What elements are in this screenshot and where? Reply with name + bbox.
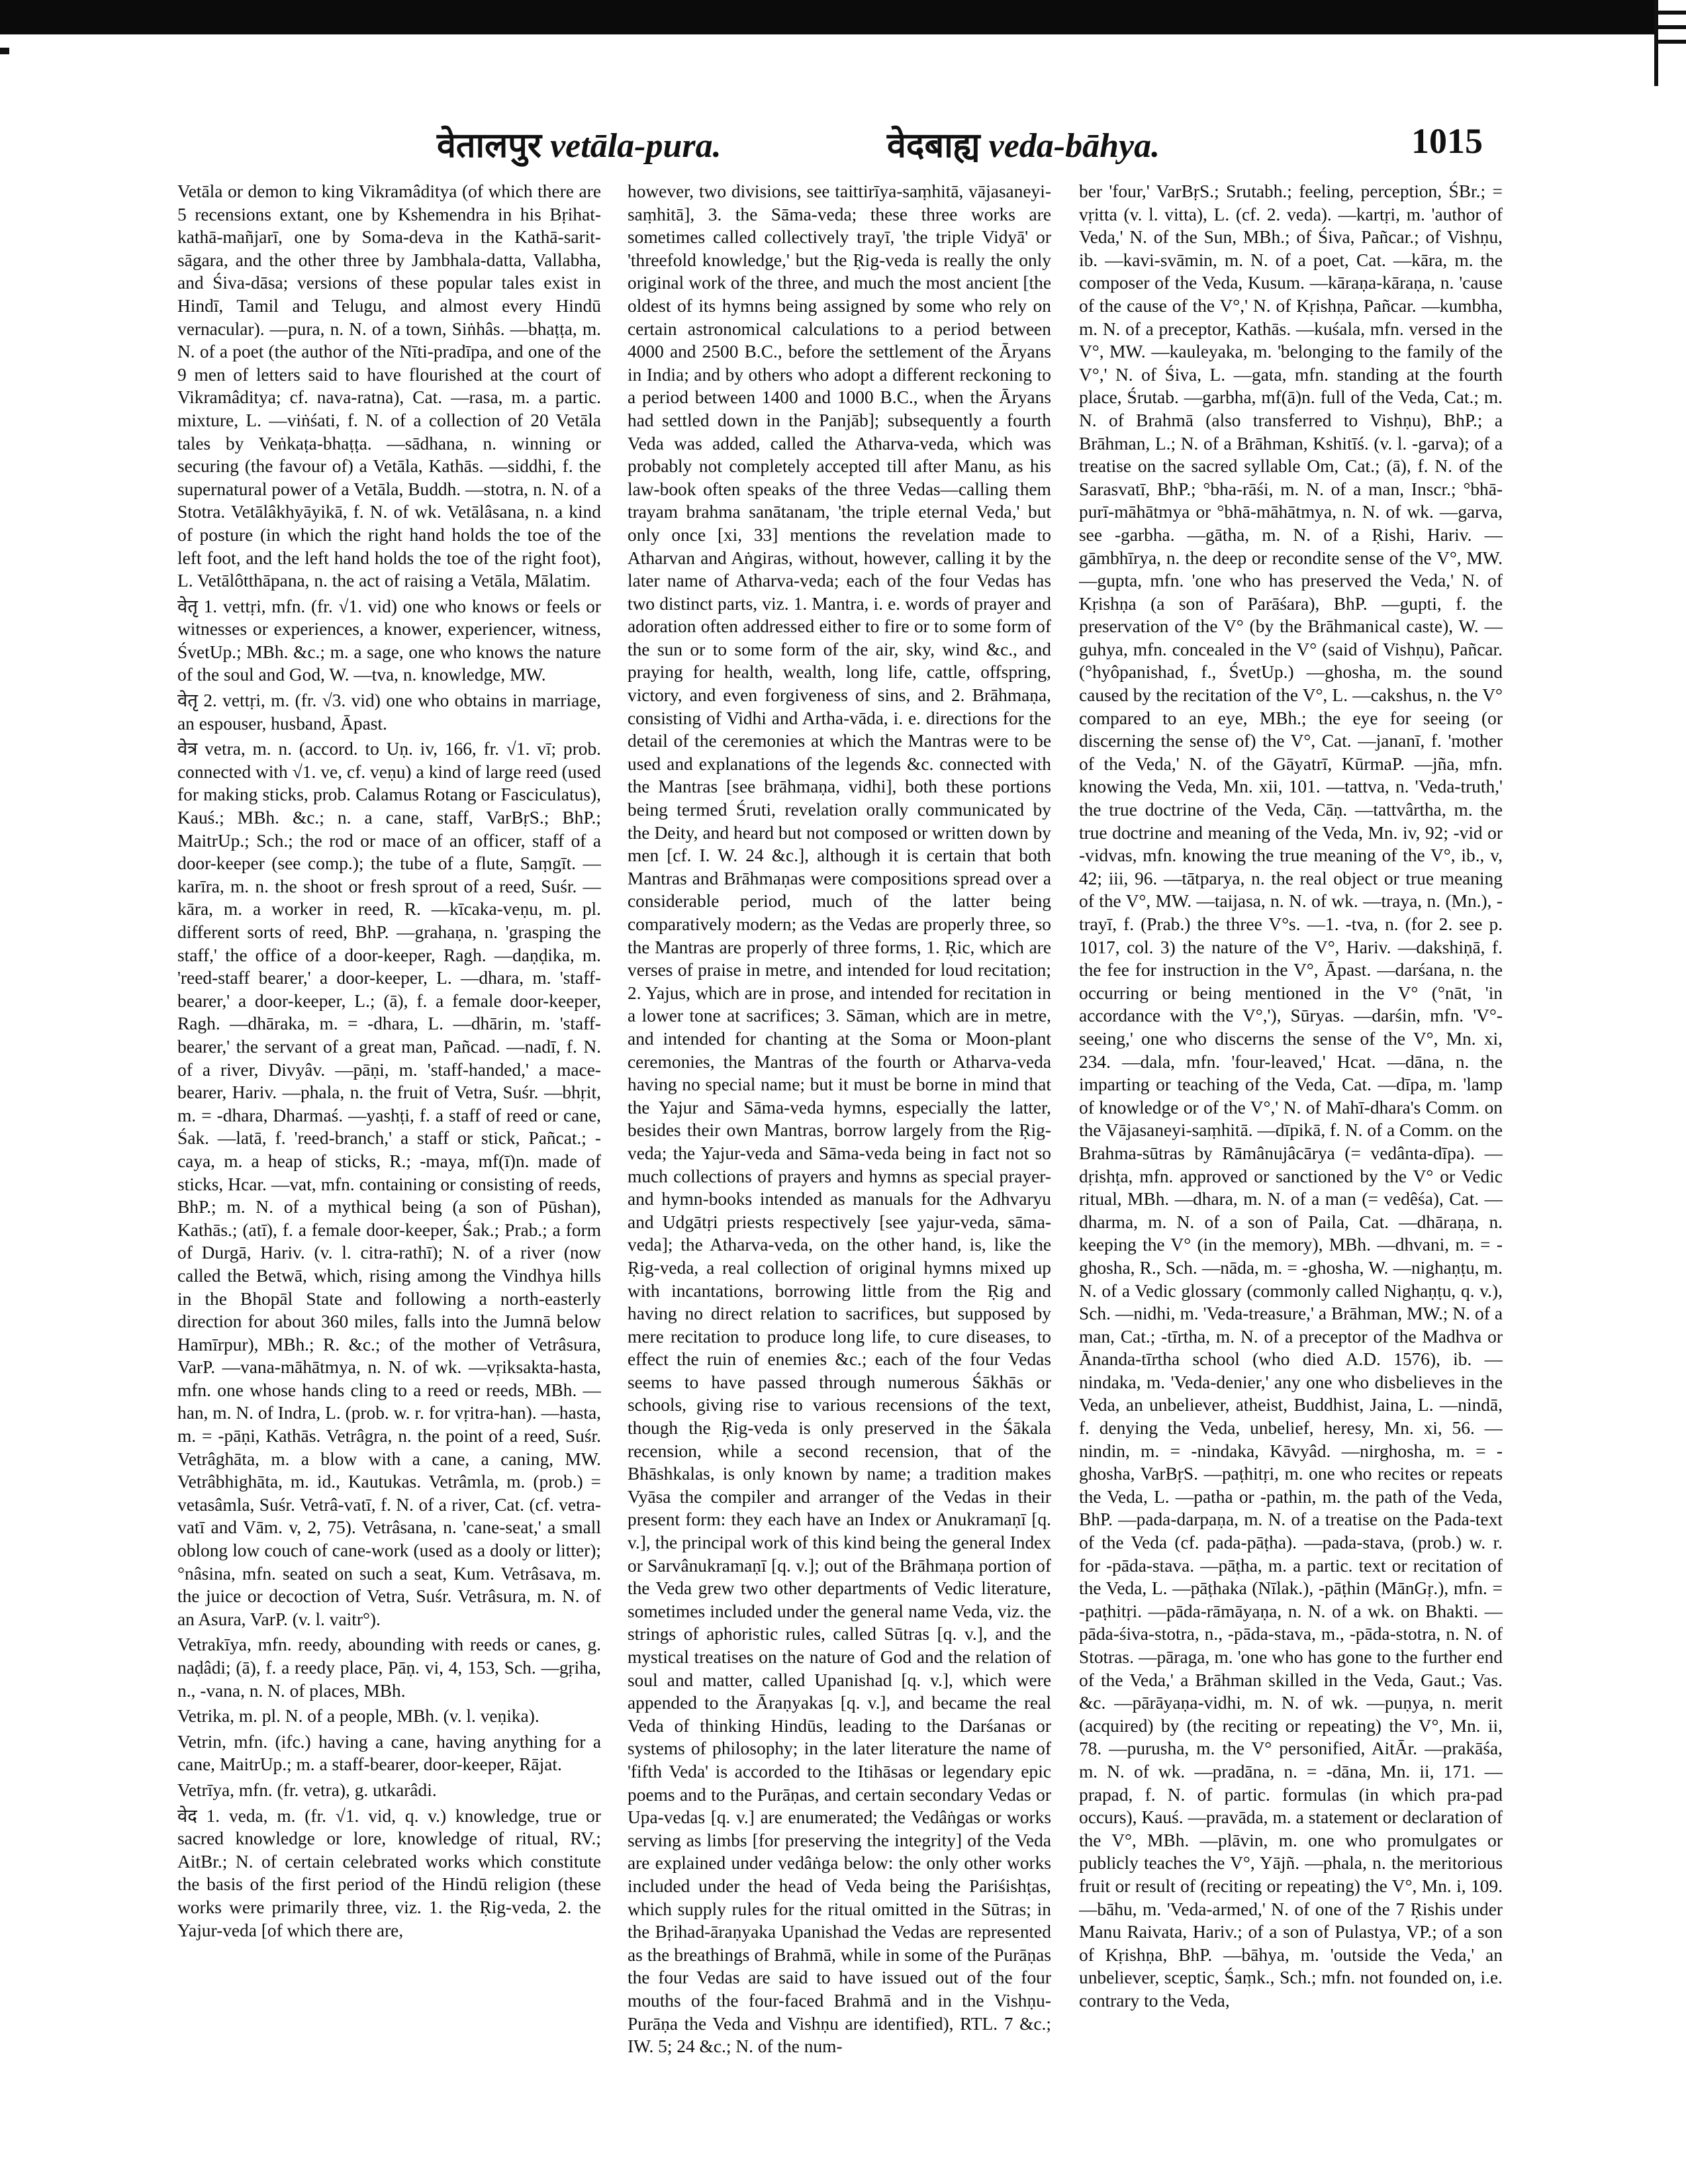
entry-paragraph: वेद 1. veda, m. (fr. √1. vid, q. v.) knowledge, true or sacred knowledge or lore, knowledge of ritual, RV.; AitBr.; N. of certain celebrated works which constitute the basis of the first period of the Hindū religion (these works were primarily three, viz. 1. the Ṛig-veda, 2. the Yajur-veda [of which there are, [177, 1805, 601, 1940]
header-left-devanagari: वेतालपुर [437, 126, 542, 166]
dictionary-columns [177, 180, 1503, 2160]
header-left-transliteration: vetāla-pura. [550, 127, 722, 165]
scan-right-edge [1654, 0, 1686, 86]
scan-top-border [0, 0, 1686, 34]
entry-paragraph: वेतृ 2. vettṛi, m. (fr. √3. vid) one who obtains in marriage, an espouser, husband, Āpast. [177, 690, 601, 734]
page-header [159, 120, 1509, 173]
entry-paragraph: वेत्र vetra, m. n. (accord. to Uṇ. iv, 166, fr. √1. vī; prob. connected with √1. ve, cf. veṇu) a kind of large reed (used for making sticks, prob. Calamus Rotang or Fasciculatus), Kauś.; MBh. &c.; n. a cane, staff, VarBṛS.; BhP.; MaitrUp.; Sch.; the rod or mace of an officer, staff of a door-keeper (see comp.); the tube of a flute, Saṃgīt. —karīra, m. n. the shoot or fresh sprout of a reed, Suśr. —kāra, m. a worker in reed, R. —kīcaka-veṇu, m. pl. different sorts of reed, BhP. —grahaṇa, n. 'grasping the staff,' the office of a door-keeper, Ragh. —daṇḍika, m. 'reed-staff bearer,' a door-keeper, L. —dhara, m. 'staff-bearer,' a door-keeper, L.; (ā), f. a female door-keeper, Ragh. —dhāraka, m. = -dhara, L. —dhārin, m. 'staff-bearer,' the servant of a great man, Pañcad. —nadī, f. N. of a river, Divyâv. —pāṇi, m. 'staff-handed,' a mace-bearer, Hariv. —phala, n. the fruit of Vetra, Suśr. —bhṛit, m. = -dhara, Dharmaś. —yashṭi, f. a staff of reed or cane, Śak. —latā, f. 'reed-branch,' a staff or stick, Pañcat.; -caya, m. a heap of sticks, R.; -maya, mf(ī)n. made of sticks, Hcar. —vat, mfn. containing or consisting of reeds, BhP.; m. N. of a mythical being (a son of Pūshan), Kathās.; (atī), f. a female door-keeper, Śak.; Prab.; a form of Durgā, Hariv. (v. l. citra-rathī); N. of a river (now called the Betwā, which, rising among the Vindhya hills in the Bhopāl State and following a north-easterly direction for about 360 miles, falls into the Jumnā below Hamīrpur), MBh.; R. &c.; of the mother of Vetrâsura, VarP. —vana-māhātmya, n. N. of wk. —vṛiksakta-hasta, mfn. one whose hands cling to a reed or reeds, MBh. —han, m. N. of Indra, L. (prob. w. r. for vṛitra-han). —hasta, m. = -pāṇi, Kathās. Vetrâgra, n. the point of a reed, Suśr. Vetrâghāta, m. a blow with a cane, a caning, MW. Vetrâbhighāta, m. id., Kautukas. Vetrâmla, m. (prob.) = vetasâmla, Suśr. Vetrâ-vatī, f. N. of a river, Cat. (cf. vetra-vatī and Vām. v, 2, 75). Vetrâsana, n. 'cane-seat,' a small oblong low couch of cane-work (used as a dooly or litter); °nâsina, mfn. seated on such a seat, Kum. Vetrâsava, m. the juice or decoction of Vetra, Suśr. Vetrâsura, m. N. of an Asura, VarP. (v. l. vaitr°). [177, 739, 601, 1629]
entry-paragraph: Vetrīya, mfn. (fr. vetra), g. utkarâdi. [177, 1780, 437, 1800]
entry-paragraph: Vetrakīya, mfn. reedy, abounding with reeds or canes, g. naḍâdi; (ā), f. a reedy place, Pāṇ. vi, 4, 153, Sch. —gṛiha, n., -vana, n. N. of places, MBh. [177, 1635, 601, 1701]
entry-paragraph: however, two divisions, see taittirīya-saṃhitā, vājasaneyi-saṃhitā], 3. the Sāma-veda; these three works are sometimes called collectively trayī, 'the triple Vidyā' or 'threefold knowledge,' but the Ṛig-veda is really the only original work of the three, and much the most ancient [the oldest of its hymns being assigned by some who rely on certain astronomical calculations to a period between 4000 and 2500 B.C., before the settlement of the Āryans in India; and by others who adopt a different reckoning to a period between 1400 and 1000 B.C., when the Āryans had settled down in the Panjāb]; subsequently a fourth Veda was added, called the Atharva-veda, which was probably not completely accepted till after Manu, as his law-book often speaks of the three Vedas—calling them trayam brahma sanātanam, 'the triple eternal Veda,' but only once [xi, 33] mentions the revelation made to Atharvan and Aṅgiras, without, however, calling it by the later name of Atharva-veda; each of the four Vedas has two distinct parts, viz. 1. Mantra, i. e. words of prayer and adoration often addressed either to fire or to some form of the sun or to some form of the air, sky, wind &c., and praying for health, wealth, long life, cattle, offspring, victory, and even forgiveness of sins, and 2. Brāhmaṇa, consisting of Vidhi and Artha-vāda, i. e. directions for the detail of the ceremonies at which the Mantras were to be used and explanations of the legends &c. connected with the Mantras [see brāhmaṇa, vidhi], both these portions being termed Śruti, revelation orally communicated by the Deity, and heard but not composed or written down by men [cf. I. W. 24 &c.], although it is certain that both Mantras and Brāhmaṇas were compositions spread over a considerable period, much of the latter being comparatively modern; as the Vedas are properly three, so the Mantras are properly of three forms, 1. Ṛic, which are verses of praise in metre, and intended for loud recitation; 2. Yajus, which are in prose, and intended for recitation in a lower tone at sacrifices; 3. Sāman, which are in metre, and intended for chanting at the Soma or Moon-plant ceremonies, the Mantras of the fourth or Atharva-veda having no special name; but it must be borne in mind that the Yajur and Sāma-veda hymns, especially the latter, besides their own Mantras, borrow largely from the Ṛig-veda; the Yajur-veda and Sāma-veda being in fact not so much collections of prayers and hymns as special prayer- and hymn-books intended as manuals for the Adhvaryu and Udgātṛi priests respectively [see yajur-veda, sāma-veda]; the Atharva-veda, on the other hand, is, like the Ṛig-veda, a real collection of original hymns mixed up with incantations, borrowing little from the Ṛig and having no direct relation to sacrifices, but supposed by mere recitation to produce long life, to cure diseases, to effect the ruin of enemies &c.; each of the four Vedas seems to have passed through numerous Śākhās or schools, giving rise to various recensions of the text, though the Ṛig-veda is only preserved in the Śākala recension, while a second recension, that of the Bhāshkalas, is only known by name; a tradition makes Vyāsa the compiler and arranger of the Vedas in their present form: they each have an Index or Anukramaṇī [q. v.], the principal work of this kind being the general Index or Sarvânukramaṇī [q. v.]; out of the Brāhmaṇa portion of the Veda grew two other departments of Vedic literature, sometimes included under the general name Veda, viz. the strings of aphoristic rules, called Sūtras [q. v.], and the mystical treatises on the nature of God and the relation of soul and matter, called Upanishad [q. v.], which were appended to the Āraṇyakas [q. v.], and became the real Veda of thinking Hindūs, leading to the Darśanas or systems of philosophy; in the later literature the name of 'fifth Veda' is accorded to the Itihāsas or legendary epic poems and to the Purāṇas, and certain secondary Vedas or Upa-vedas [q. v.] are enumerated; the Vedâṅgas or works serving as limbs [for preserving the integrity] of the Veda are explained under vedâṅga below: the only other works included under the head of Veda being the Pariśishṭas, which supply rules for the ritual omitted in the Sūtras; in the Bṛihad-āraṇyaka Upanishad the Vedas are represented as the breathings of Brahmā, while in some of the Purāṇas the four Vedas are said to have issued out of the four mouths of the four-faced Brahmā and in the Vishṇu-Purāṇa the Veda and Vishṇu are identified), RTL. 7 &c.; IW. 5; 24 &c.; N. of the num- [628, 181, 1051, 2057]
column-2 [628, 180, 1051, 2160]
entry-paragraph: वेतृ 1. vettṛi, mfn. (fr. √1. vid) one who knows or feels or witnesses or experiences, a knower, experiencer, witness, ŚvetUp.; MBh. &c.; m. a sage, one who knows the nature of the soul and God, W. —tva, n. knowledge, MW. [177, 596, 601, 685]
header-right-devanagari: वेदबाह्य [887, 126, 980, 166]
entry-paragraph: Vetāla or demon to king Vikramâditya (of which there are 5 recensions extant, one by Kshemendra in his Bṛihat-kathā-mañjarī, one by Soma-deva in the Kathā-sarit-sāgara, and the other three by Jambhala-datta, Vallabha, and Śiva-dāsa; versions of these popular tales exist in Hindī, Tamil and Telugu, and almost every Hindū vernacular). —pura, n. N. of a town, Siṅhâs. —bhaṭṭa, m. N. of a poet (the author of the Nīti-pradīpa, and one of the 9 men of letters said to have flourished at the court of Vikramâditya; cf. nava-ratna), Cat. —rasa, m. a partic. mixture, L. —viṅśati, f. N. of a collection of 20 Vetāla tales by Veṅkaṭa-bhaṭṭa. —sādhana, n. winning or securing (the favour of) a Vetāla, Kathās. —siddhi, f. the supernatural power of a Vetāla, Buddh. —stotra, n. N. of a Stotra. Vetālâkhyāyikā, f. N. of wk. Vetālâsana, n. a kind of posture (in which the right hand holds the toe of the left foot, and the left hand holds the toe of the right foot), L. Vetālôtthāpana, n. the act of raising a Vetāla, Mālatim. [177, 181, 601, 591]
entry-paragraph: ber 'four,' VarBṛS.; Srutabh.; feeling, perception, ŚBr.; = vṛitta (v. l. vitta), L. (cf. 2. veda). —kartṛi, m. 'author of Veda,' N. of the Sun, MBh.; of Śiva, Pañcar.; of Vishṇu, ib. —kavi-svāmin, m. N. of a poet, Cat. —kāra, m. the composer of the Veda, Kusum. —kāraṇa-kāraṇa, n. 'cause of the cause of the V°,' N. of Kṛishṇa, Pañcar. —kumbha, m. N. of a preceptor, Kathās. —kuśala, mfn. versed in the V°, MW. —kauleyaka, m. 'belonging to the family of the V°,' N. of Śiva, L. —gata, mfn. standing at the fourth place, Śrutab. —garbha, mf(ā)n. full of the Veda, Cat.; m. N. of Brahmā (also transferred to Vishṇu), BhP.; a Brāhman, L.; N. of a Brāhman, Kshitīś. (v. l. -garva); of a treatise on the sacred syllable Om, Cat.; (ā), f. N. of the Sarasvatī, BhP.; °bha-rāśi, m. N. of a man, Inscr.; °bhā-purī-māhātmya or °bhā-māhātmya, n. N. of wk. —garva, see -garbha. —gātha, m. N. of a Ṛishi, Hariv. —gāmbhīrya, n. the deep or recondite sense of the V°, MW. —gupta, mfn. 'one who has preserved the Veda,' N. of Kṛishṇa (a son of Parāśara), BhP. —gupti, f. the preservation of the V° (by the Brāhmanical caste), W. —guhya, mfn. concealed in the V° (said of Vishṇu), Pañcar. (°hyôpanishad, f., ŚvetUp.) —ghosha, m. the sound caused by the recitation of the V°, L. —cakshus, n. the V° compared to an eye, MBh.; the eye for seeing (or discerning the sense of) the V°, Cat. —jananī, f. 'mother of the Veda,' N. of the Gāyatrī, KūrmaP. —jña, mfn. knowing the Veda, Mn. xii, 101. —tattva, n. 'Veda-truth,' the true doctrine of the Veda, Cāṇ. —tattvârtha, m. the true doctrine and meaning of the Veda, Mn. iv, 92; -vid or -vidvas, mfn. knowing the true meaning of the V°, ib., v, 42; iii, 96. —tātparya, n. the real object or true meaning of the V°, MW. —taijasa, n. N. of wk. —traya, n. (Mn.), -trayī, f. (Prab.) the three V°s. —1. -tva, n. (for 2. see p. 1017, col. 3) the nature of the V°, Hariv. —dakshiṇā, f. the fee for instruction in the V°, Āpast. —darśana, n. the occurring or being mentioned in the V° (°nāt, 'in accordance with the V°,'), Sūryas. —darśin, mfn. 'V°-seeing,' one who discerns the sense of the V°, Mn. xi, 234. —dala, mfn. 'four-leaved,' Hcat. —dāna, n. the imparting or teaching of the Veda, Cat. —dīpa, m. 'lamp of knowledge or of the V°,' N. of Mahī-dhara's Comm. on the Vājasaneyi-saṃhitā. —dīpikā, f. N. of a Comm. on the Brahma-sūtras by Rāmânujâcārya (= vedânta-dīpa). —dṛishṭa, mfn. approved or sanctioned by the V° or Vedic ritual, MBh. —dhara, m. N. of a man (= vedêśa), Cat. —dharma, m. N. of a son of Paila, Cat. —dhāraṇa, n. keeping the V° (in the memory), MBh. —dhvani, m. = -ghosha, R., Sch. —nāda, m. = -ghosha, W. —nighaṇṭu, m. N. of a Vedic glossary (commonly called Nighaṇṭu, q. v.), Sch. —nidhi, m. 'Veda-treasure,' a Brāhman, MW.; N. of a man, Cat.; -tīrtha, m. N. of a preceptor of the Madhva or Ānanda-tīrtha school (who died A.D. 1576), ib. —nindaka, m. 'Veda-denier,' any one who disbelieves in the Veda, an unbeliever, atheist, Buddhist, Jaina, L. —nindā, f. denying the Veda, unbelief, heresy, Mn. xi, 56. —nindin, m. = -nindaka, Kāvyâd. —nirghosha, m. = -ghosha, VarBṛS. —paṭhitṛi, m. one who recites or repeats the Veda, L. —patha or -pathin, m. the path of the Veda, BhP. —pada-darpaṇa, m. N. of a treatise on the Pada-text of the Veda (cf. pada-pāṭha). —pada-stava, (prob.) w. r. for -pāda-stava. —pāṭha, m. a partic. text or recitation of the Veda, L. —pāṭhaka (Nīlak.), -pāṭhin (MānGṛ.), mfn. = -paṭhitṛi. —pāda-rāmāyaṇa, n. N. of a wk. on Bhakti. —pāda-śiva-stotra, n., -pāda-stava, m., -pāda-stotra, n. N. of Stotras. —pāraga, m. 'one who has gone to the further end of the Veda,' a Brāhman skilled in the Veda, Gaut.; Vas. &c. —pārāyaṇa-vidhi, m. N. of wk. —puṇya, n. merit (acquired) by (the reciting or repeating) the V°, Mn. ii, 78. —purusha, m. the V° personified, AitĀr. —prakāśa, m. N. of wk. —pradāna, n. = -dāna, Mn. ii, 171. —prapad, f. N. of partic. formulas (in which pra-pad occurs), Kauś. —pravāda, m. a statement or declaration of the V°, MBh. —plāvin, m. one who promulgates or publicly teaches the V°, Yājñ. —phala, n. the meritorious fruit or result of (reciting or repeating) the V°, Mn. i, 109. —bāhu, m. 'Veda-armed,' N. of one of the 7 Ṛishis under Manu Raivata, Hariv.; of a son of Pulastya, VP.; of a son of Kṛishṇa, BhP. —bāhya, m. 'outside the Veda,' an unbeliever, sceptic, Śaṃk., Sch.; mfn. not founded on, i.e. contrary to the Veda, [1079, 181, 1503, 2011]
scan-edge-mark [0, 48, 9, 54]
entry-paragraph: Vetrika, m. pl. N. of a people, MBh. (v. l. veṇika). [177, 1706, 539, 1727]
entry-paragraph: Vetrin, mfn. (ifc.) having a cane, having anything for a cane, MaitrUp.; m. a staff-bearer, door-keeper, Rājat. [177, 1731, 601, 1775]
header-right-transliteration: veda-bāhya. [988, 127, 1160, 165]
header-right-entry [887, 120, 1160, 167]
header-left-entry [437, 120, 722, 167]
column-1 [177, 180, 601, 2160]
page-number: 1015 [1411, 121, 1483, 161]
column-3 [1079, 180, 1503, 2160]
